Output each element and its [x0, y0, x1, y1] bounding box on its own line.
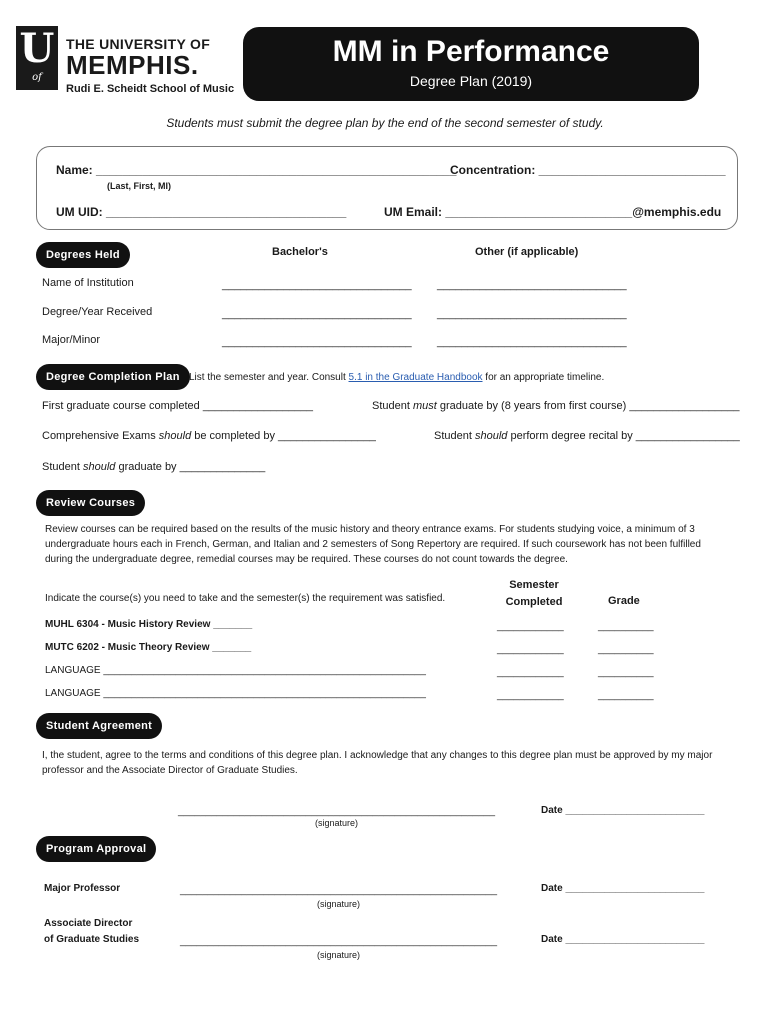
logo-of: of [32, 72, 42, 83]
review-paragraph: Review courses can be required based on the results of the music history and theory entrance exams. For students studying voice, a minimum of 3 undergraduate hours each in French, German, and Italian and 2 semesters of Song Repertory are required. If such coursework has not been fulfilled during the undergraduate degree, remedial courses may be required. These courses do not count towards the degree. [45, 524, 701, 565]
title-banner [243, 27, 699, 101]
assoc-director-label-1: Associate Director [44, 918, 133, 929]
should-graduate-field[interactable]: ______________ [179, 461, 266, 473]
review-courses-pill: Review Courses [36, 490, 145, 516]
must-graduate-em: must [412, 400, 437, 412]
review-indicate: Indicate the course(s) you need to take and the semester(s) the requirement was satisfied. [45, 593, 446, 604]
logo-u: U [19, 25, 55, 72]
name-field[interactable]: Name: ______________________________________________________ [56, 163, 457, 177]
completion-note [189, 370, 604, 385]
review-grade-field[interactable]: __________ [598, 690, 654, 701]
recital-em: should [474, 430, 508, 442]
recital-row [434, 430, 740, 442]
student-signature-hint: (signature) [315, 818, 359, 828]
must-graduate-field[interactable]: __________________ [629, 400, 740, 412]
should-graduate-row [42, 461, 265, 473]
page-title: MM in Performance [332, 35, 610, 68]
agreement-paragraph: I, the student, agree to the terms and conditions of this degree plan. I acknowledge that any changes to this degree plan must be approved by my major professor and the Associate Director of Graduate Studies. [42, 750, 713, 776]
col-other: Other (if applicable) [475, 246, 579, 258]
comp-exams-field[interactable]: ________________ [278, 430, 376, 442]
col-semester: Semester [509, 579, 559, 591]
student-date-field[interactable]: Date _________________________ [541, 805, 705, 816]
recital-post: perform degree recital by [507, 430, 636, 442]
must-graduate-post: graduate by (8 years from first course) [436, 400, 630, 412]
review-semester-field[interactable]: ____________ [497, 667, 564, 678]
first-course-row [42, 400, 313, 412]
name-hint: (Last, First, MI) [107, 181, 172, 191]
review-row-label[interactable]: MUTC 6202 - Music Theory Review _______ [45, 642, 252, 653]
col-grade: Grade [608, 595, 640, 607]
comp-exams-row [42, 430, 376, 442]
review-row-label[interactable]: MUHL 6304 - Music History Review _______ [45, 619, 253, 630]
review-grade-field[interactable]: __________ [598, 621, 654, 632]
recital-pre: Student [434, 430, 475, 442]
university-logo-mark [16, 26, 58, 90]
other-institution-field[interactable]: _______________________________ [437, 279, 627, 291]
submission-instruction: Students must submit the degree plan by the end of the second semester of study. [166, 116, 604, 130]
degree-row-label: Name of Institution [42, 277, 134, 289]
review-row-label[interactable]: LANGUAGE __________________________________________________________ [45, 688, 426, 699]
concentration-field[interactable]: Concentration: ____________________________ [450, 163, 726, 177]
degrees-held-pill: Degrees Held [36, 242, 130, 268]
review-grade-field[interactable]: __________ [598, 667, 654, 678]
degree-row-label: Degree/Year Received [42, 306, 153, 318]
program-approval-pill: Program Approval [36, 836, 156, 862]
first-course-label: First graduate course completed [42, 400, 203, 412]
degree-row-label: Major/Minor [42, 334, 101, 346]
uid-field[interactable]: UM UID: ____________________________________ [56, 205, 347, 219]
comp-exams-em: should [158, 430, 192, 442]
student-signature-field[interactable]: _________________________________________________________ [178, 806, 496, 817]
review-row-label[interactable]: LANGUAGE __________________________________________________________ [45, 665, 426, 676]
major-professor-signature-hint: (signature) [317, 899, 361, 909]
assoc-director-label-2: of Graduate Studies [44, 934, 140, 945]
bachelors-major-field[interactable]: _______________________________ [222, 336, 412, 348]
assoc-director-date-field[interactable]: Date _________________________ [541, 934, 705, 945]
col-bachelors: Bachelor's [272, 246, 328, 258]
must-graduate-row [372, 400, 740, 412]
review-semester-field[interactable]: ____________ [497, 690, 564, 701]
must-graduate-pre: Student [372, 400, 413, 412]
review-grade-field[interactable]: __________ [598, 644, 654, 655]
bachelors-institution-field[interactable]: _______________________________ [222, 279, 412, 291]
logo-school-name: Rudi E. Scheidt School of Music [66, 83, 235, 95]
email-field[interactable]: UM Email: ____________________________@memphis.edu [384, 205, 722, 219]
completion-plan-pill: Degree Completion Plan [36, 364, 190, 390]
completion-note-post: for an appropriate timeline. [482, 372, 605, 383]
recital-field[interactable]: _________________ [635, 430, 740, 442]
assoc-director-signature-hint: (signature) [317, 950, 361, 960]
first-course-field[interactable]: __________________ [202, 400, 313, 412]
should-graduate-em: should [82, 461, 116, 473]
completion-note-pre: List the semester and year. Consult [189, 372, 349, 383]
other-major-field[interactable]: _______________________________ [437, 336, 627, 348]
major-professor-date-field[interactable]: Date _________________________ [541, 883, 705, 894]
review-semester-field[interactable]: ____________ [497, 621, 564, 632]
other-degree-year-field[interactable]: _______________________________ [437, 308, 627, 320]
should-graduate-pre: Student [42, 461, 83, 473]
comp-exams-pre: Comprehensive Exams [42, 430, 159, 442]
bachelors-degree-year-field[interactable]: _______________________________ [222, 308, 412, 320]
comp-exams-post: be completed by [191, 430, 279, 442]
col-completed: Completed [505, 596, 563, 608]
major-professor-label: Major Professor [44, 883, 121, 894]
student-agreement-pill: Student Agreement [36, 713, 162, 739]
review-semester-field[interactable]: ____________ [497, 644, 564, 655]
should-graduate-post: graduate by [115, 461, 180, 473]
major-professor-signature-field[interactable]: _________________________________________________________ [180, 885, 498, 896]
assoc-director-signature-field[interactable]: _________________________________________________________ [180, 936, 498, 947]
logo-line-1: THE UNIVERSITY OF [66, 36, 211, 52]
logo-line-2: MEMPHIS. [66, 50, 199, 80]
handbook-link[interactable]: 5.1 in the Graduate Handbook [348, 372, 483, 383]
page-subtitle: Degree Plan (2019) [409, 73, 533, 89]
